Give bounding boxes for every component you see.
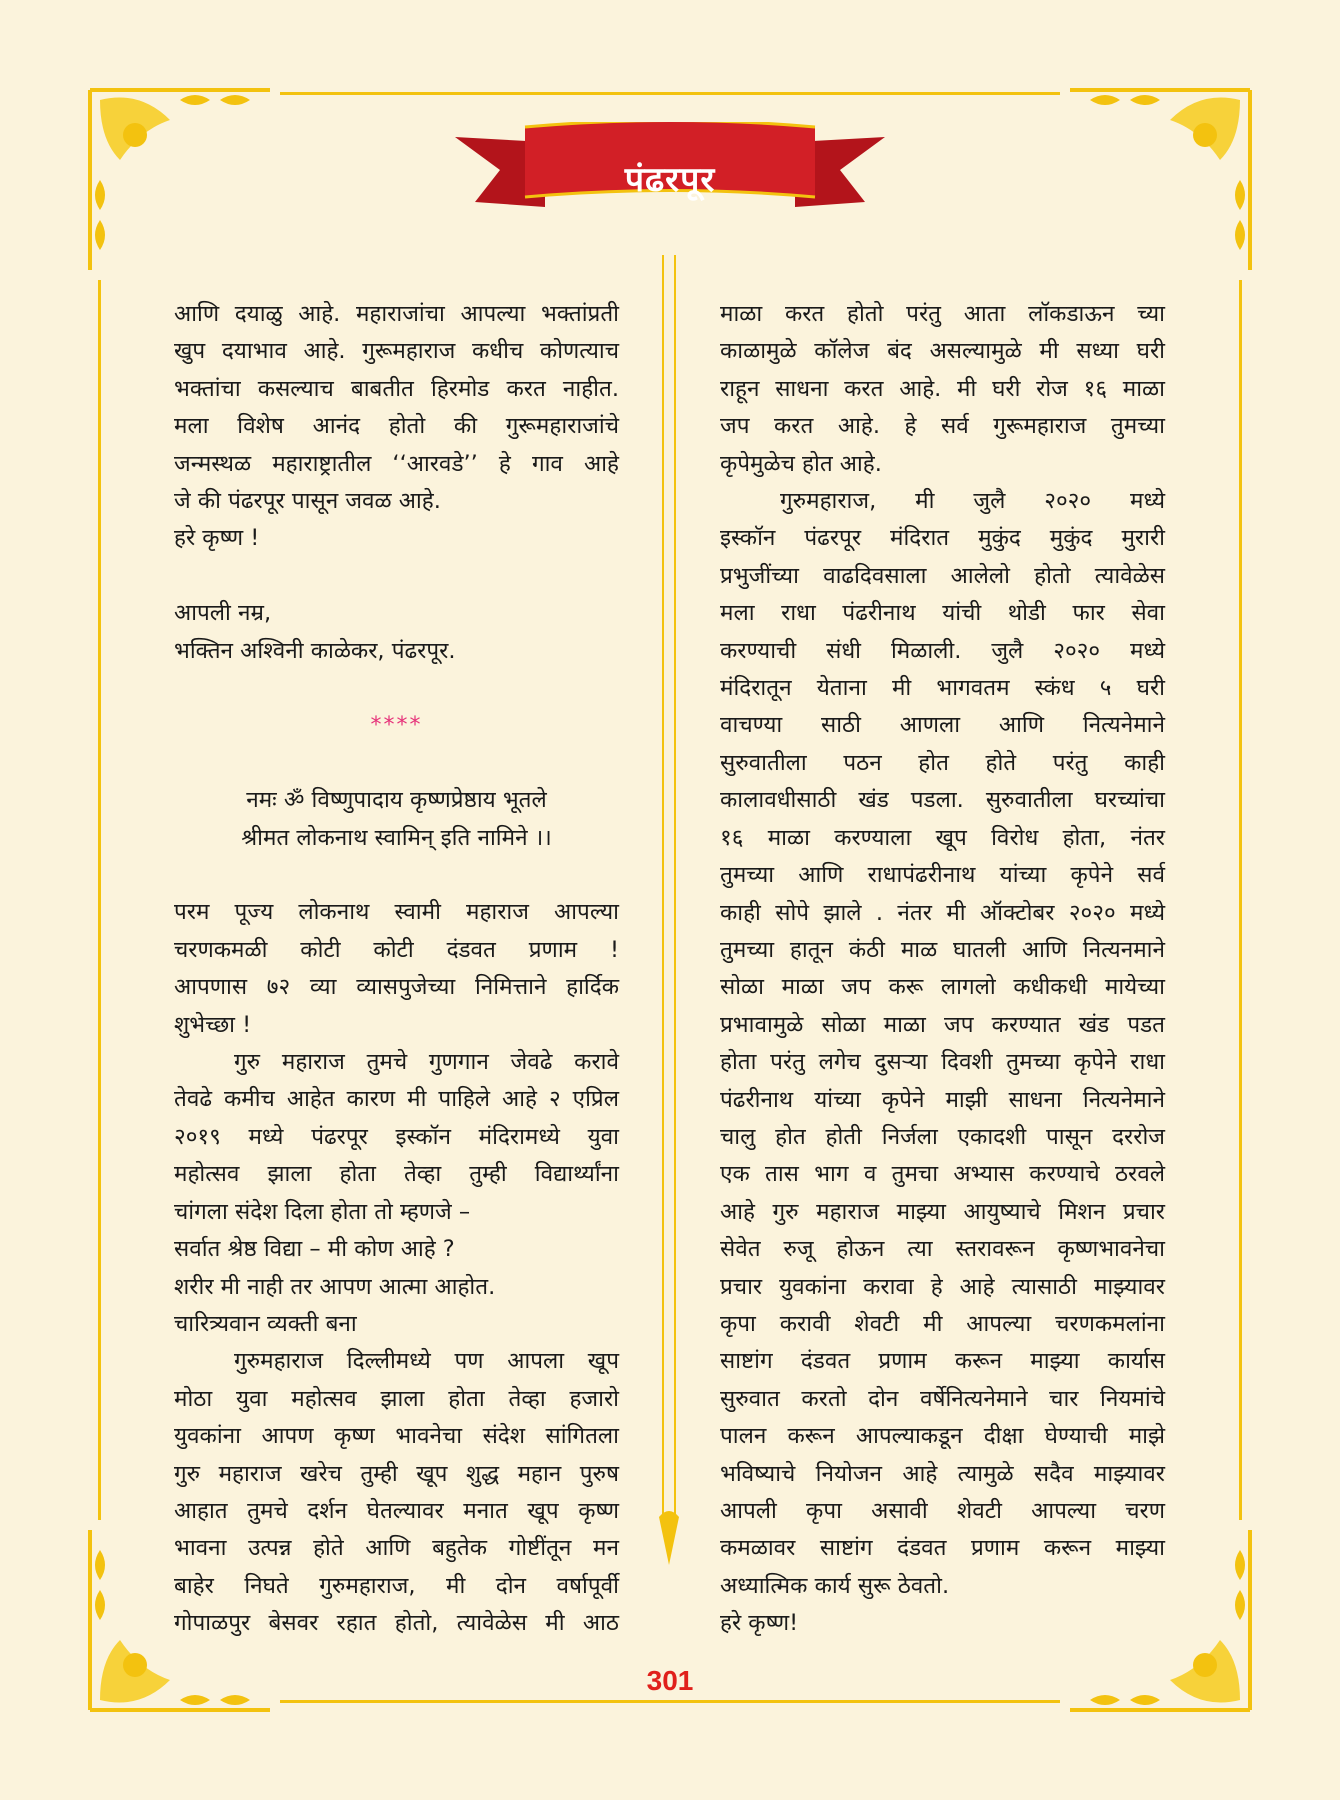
- text-line: जप करत आहे. हे सर्व गुरूमहाराज तुमच्या: [720, 413, 1165, 440]
- text-line: चालु होत होती निर्जला एकादशी पासून दररोज: [720, 1123, 1165, 1150]
- frame-right-line: [1239, 280, 1242, 1520]
- corner-ornament-top-left: [80, 80, 280, 280]
- mantra-line: नमः ॐ विष्णुपादाय कृष्णप्रेष्ठाय भूतले: [246, 787, 547, 814]
- signature-name: भक्तिन अश्विनी काळेकर, पंढरपूर.: [174, 637, 456, 664]
- text-line: हरे कृष्ण !: [174, 525, 260, 552]
- text-line: मला विशेष आनंद होतो की गुरूमहाराजांचे: [174, 413, 619, 440]
- text-line: पंढरीनाथ यांच्या कृपेने माझी साधना नित्यनेमाने: [720, 1086, 1165, 1113]
- text-line: युवकांना आपण कृष्ण भावनेचा संदेश सांगितला: [174, 1423, 619, 1450]
- text-line: मला राधा पंढरीनाथ यांची थोडी फार सेवा: [720, 600, 1165, 627]
- text-line: कमळावर साष्टांग दंडवत प्रणाम करून माझ्या: [720, 1535, 1165, 1562]
- frame-top-line: [280, 92, 1060, 95]
- text-line: तुमच्या आणि राधापंढरीनाथ यांच्या कृपेने सर्व: [720, 862, 1165, 889]
- text-line: काही सोपे झाले . नंतर मी ऑक्टोबर २०२० मध्ये: [720, 899, 1165, 926]
- text-line: कृपेमुळेच होत आहे.: [720, 450, 882, 477]
- text-line: काळामुळे कॉलेज बंद असल्यामुळे मी सध्या घरी: [720, 338, 1165, 365]
- mantra-line: श्रीमत लोकनाथ स्वामिन् इति नामिने ।।: [241, 824, 552, 851]
- text-line: अध्यात्मिक कार्य सुरू ठेवतो.: [720, 1572, 950, 1599]
- text-line: महोत्सव झाला होता तेव्हा तुम्ही विद्यार्थ्यांना: [174, 1161, 619, 1188]
- text-line: आपली कृपा असावी शेवटी आपल्या चरण: [720, 1498, 1165, 1524]
- text-line: करण्याची संधी मिळाली. जुलै २०२० मध्ये: [720, 637, 1165, 664]
- text-line: भक्तांचा कसल्याच बाबतीत हिरमोड करत नाहीत.: [174, 375, 619, 402]
- text-line: आणि दयाळु आहे. महाराजांचा आपल्या भक्तांप्रती: [174, 301, 619, 327]
- page-title: पंढरपूर: [624, 160, 716, 200]
- text-line: प्रभावामुळे सोळा माळा जप करण्यात खंड पडत: [720, 1011, 1165, 1038]
- text-line: शुभेच्छा !: [174, 1011, 252, 1038]
- text-line: मंदिरातून येताना मी भागवतम स्कंध ५ घरी: [720, 675, 1165, 702]
- text-line: तेवढे कमीच आहेत कारण मी पाहिले आहे २ एप्रिल: [174, 1086, 619, 1113]
- text-line: शरीर मी नाही तर आपण आत्मा आहोत.: [174, 1273, 496, 1300]
- text-line: मोठा युवा महोत्सव झाला होता तेव्हा हजारो: [174, 1385, 619, 1412]
- text-line: एक तास भाग व तुमचा अभ्यास करण्याचे ठरवले: [720, 1161, 1165, 1188]
- column-divider: [658, 255, 680, 1585]
- text-line: हरे कृष्ण!: [720, 1610, 799, 1637]
- text-line: आहात तुमचे दर्शन घेतल्यावर मनात खूप कृष्ण: [174, 1497, 619, 1524]
- text-line: चारित्र्यवान व्यक्ती बना: [174, 1310, 357, 1337]
- text-line: वाचण्या साठी आणला आणि नित्यनेमाने: [720, 712, 1165, 739]
- right-column: [720, 296, 1165, 1643]
- text-line: बाहेर निघते गुरुमहाराज, मी दोन वर्षापूर्वी: [174, 1572, 619, 1599]
- text-line: आपणास ७२ व्या व्यासपुजेच्या निमित्ताने हार्दिक: [174, 974, 619, 1001]
- text-line: प्रभुजींच्या वाढदिवसाला आलेलो होतो त्यावेळेस: [720, 562, 1165, 589]
- text-line: साष्टांग दंडवत प्रणाम करून माझ्या कार्यास: [720, 1348, 1165, 1375]
- text-line: चरणकमळी कोटी कोटी दंडवत प्रणाम !: [174, 936, 619, 963]
- text-line: भविष्याचे नियोजन आहे त्यामुळे सदैव माझ्यावर: [720, 1460, 1165, 1487]
- text-line: खुप दयाभाव आहे. गुरूमहाराज कधीच कोणत्याच: [174, 338, 619, 365]
- frame-left-line: [98, 280, 101, 1520]
- text-line: राहून साधना करत आहे. मी घरी रोज १६ माळा: [720, 375, 1165, 402]
- text-line: प्रचार युवकांना करावा हे आहे त्यासाठी माझ्यावर: [720, 1273, 1165, 1300]
- text-line: होता परंतु लगेच दुसऱ्या दिवशी तुमच्या कृपेने राधा: [720, 1049, 1165, 1076]
- text-line: गुरु महाराज खरेच तुम्ही खूप शुद्ध महान पुरुष: [174, 1460, 619, 1487]
- page-number: 301: [646, 1665, 694, 1696]
- text-line: भावना उत्पन्न होते आणि बहुतेक गोष्टींतून मन: [174, 1535, 619, 1562]
- frame-bottom-line: [280, 1700, 1060, 1703]
- signature-closing: आपली नम्र,: [174, 600, 272, 627]
- text-line: परम पूज्य लोकनाथ स्वामी महाराज आपल्या: [174, 899, 619, 926]
- text-line: जन्मस्थळ महाराष्ट्रातील ‘‘आरवडे’’ हे गाव आहे: [174, 450, 619, 477]
- text-line: माळा करत होतो परंतु आता लॉकडाऊन च्या: [720, 301, 1165, 327]
- text-line: आहे गुरु महाराज माझ्या आयुष्याचे मिशन प्रचार: [720, 1198, 1165, 1225]
- text-line: सेवेत रुजू होऊन त्या स्तरावरून कृष्णभावनेचा: [720, 1236, 1165, 1263]
- text-line: कृपा करावी शेवटी मी आपल्या चरणकमलांना: [720, 1310, 1165, 1337]
- text-line: चांगला संदेश दिला होता तो म्हणजे –: [174, 1198, 471, 1225]
- text-line: गुरुमहाराज दिल्लीमध्ये पण आपला खूप: [234, 1348, 619, 1375]
- section-separator: ****: [370, 713, 423, 739]
- text-line: सुरुवात करतो दोन वर्षेनित्यनेमाने चार नियमांचे: [720, 1385, 1165, 1412]
- text-line: सर्वात श्रेष्ठ विद्या – मी कोण आहे ?: [174, 1236, 455, 1263]
- text-line: सोळा माळा जप करू लागलो कधीकधी मायेच्या: [720, 974, 1165, 1001]
- text-line: सुरुवातीला पठन होत होते परंतु काही: [720, 749, 1165, 776]
- text-line: गुरुमहाराज, मी जुलै २०२० मध्ये: [780, 488, 1165, 515]
- left-column: [174, 296, 619, 1643]
- text-line: २०१९ मध्ये पंढरपूर इस्कॉन मंदिरामध्ये युवा: [174, 1123, 619, 1150]
- text-line: जे की पंढरपूर पासून जवळ आहे.: [174, 488, 441, 515]
- text-line: गोपाळपुर बेसवर रहात होतो, त्यावेळेस मी आठ: [174, 1610, 619, 1637]
- text-line: इस्कॉन पंढरपूर मंदिरात मुकुंद मुकुंद मुरारी: [720, 525, 1165, 552]
- text-line: तुमच्या हातून कंठी माळ घातली आणि नित्यनमाने: [720, 936, 1165, 963]
- text-line: १६ माळा करण्याला खूप विरोध होता, नंतर: [720, 824, 1165, 851]
- text-line: गुरु महाराज तुमचे गुणगान जेवढे करावे: [234, 1049, 619, 1076]
- text-line: कालावधीसाठी खंड पडला. सुरुवातीला घरच्यांचा: [720, 787, 1165, 814]
- text-line: पालन करून आपल्याकडून दीक्षा घेण्याची माझे: [720, 1423, 1165, 1450]
- corner-ornament-top-right: [1060, 80, 1260, 280]
